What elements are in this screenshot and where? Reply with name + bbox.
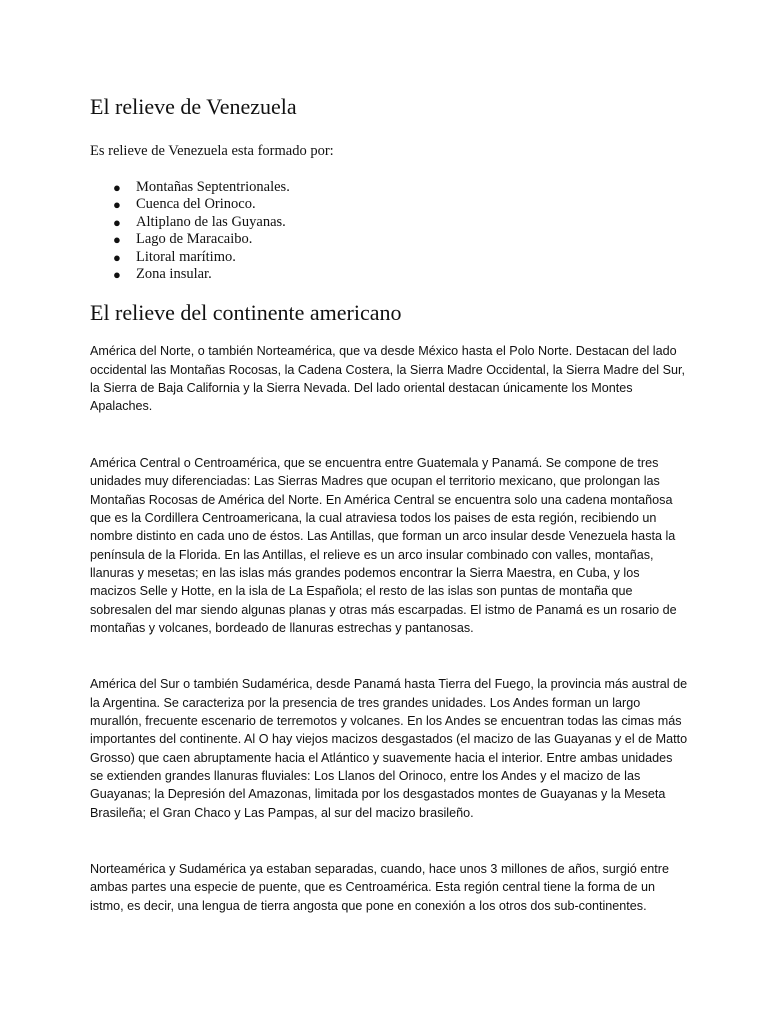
list-item (90, 196, 688, 213)
list-item-text: Lago de Maracaibo. (136, 231, 253, 248)
list-item (90, 231, 688, 248)
bullet-icon: ● (113, 214, 121, 230)
bullet-icon: ● (113, 249, 121, 265)
section-heading: El relieve del continente americano (90, 300, 402, 326)
paragraph-central-america: América Central o Centroamérica, que se encuentra entre Guatemala y Panamá. Se compone de tres unidades muy diferenciadas: Las Sierras Madres que ocupan el territorio mexicano, que prolongan las Montañas Rocosas de América del Norte. En América Central se encuentra solo una cadena montañosa que es la Cordillera Centroamericana, la cual atraviesa todos los paises de esta región, recibiendo un nombre distinto en cada uno de éstos. Las Antillas, que forman un arco insular desde Venezuela hasta la península de la Florida. En las Antillas, el relieve es un arco insular combinado con valles, montañas, llanuras y mesetas; en las islas más grandes podemos encontrar la Sierra Maestra, en Cuba, y los macizos Selle y Hotte, en la isla de La Española; el resto de las islas son puntas de montaña que sobresalen del mar siendo algunas planas y otras más escarpadas. El istmo de Panamá es un rosario de montañas y volcanes, bordeado de llanuras estrechas y pantanosas. (90, 455, 677, 635)
bullet-icon: ● (113, 180, 121, 195)
list-item-text: Altiplano de las Guyanas. (136, 213, 286, 230)
list-item-text: Montañas Septentrionales. (136, 179, 290, 195)
paragraph-isthmus: Norteamérica y Sudamérica ya estaban separadas, cuando, hace unos 3 millones de años, surgió entre ambas partes una especie de puente, que es Centroamérica. Esta región central tiene la forma de un istmo, es decir, una lengua de tierra angosta que pone en conexión a los otros dos sub-continentes. (90, 862, 669, 913)
list-item-text: Litoral marítimo. (136, 248, 236, 265)
list-item-text: Cuenca del Orinoco. (136, 196, 256, 213)
paragraph-south-america: América del Sur o también Sudamérica, desde Panamá hasta Tierra del Fuego, la provincia más austral de la Argentina. Se caracteriza por la presencia de tres grandes unidades. Los Andes forman un largo murallón, frecuente escenario de terremotos y volcanes. En los Andes se encuentran todas las cimas más importantes del continente. Al O hay viejos macizos desgastados (el macizo de las Guayanas y el de Matto Grosso) que caen abruptamente hacia el Atlántico y suavemente hacia el interior. Entre ambas unidades se extienden grandes llanuras fluviales: Los Llanos del Orinoco, entre los Andes y el macizo de las Guayanas; la Depresión del Amazonas, limitada por los desgastados montes de Guayanas y la Meseta Brasileña; el Gran Chaco y Las Pampas, al sur del macizo brasileño. (90, 677, 688, 820)
list-item (90, 214, 688, 231)
intro-text: Es relieve de Venezuela esta formado por: (90, 143, 334, 159)
relief-list (90, 179, 688, 283)
bullet-icon: ● (113, 197, 121, 213)
paragraph-north-america: América del Norte, o también Norteamérica, que va desde México hasta el Polo Norte. Destacan del lado occidental las Montañas Rocosas, la Cadena Costera, la Sierra Madre Occidental, la Sierra Madre del Sur, la Sierra de Baja California y la Sierra Nevada. Del lado oriental destacan únicamente los Montes Apalaches. (90, 344, 685, 414)
list-item-text: Zona insular. (136, 266, 212, 283)
list-item (90, 179, 688, 196)
bullet-icon: ● (113, 267, 121, 283)
list-item (90, 266, 688, 283)
list-item (90, 249, 688, 266)
bullet-icon: ● (113, 232, 121, 248)
page-title: El relieve de Venezuela (90, 94, 297, 119)
